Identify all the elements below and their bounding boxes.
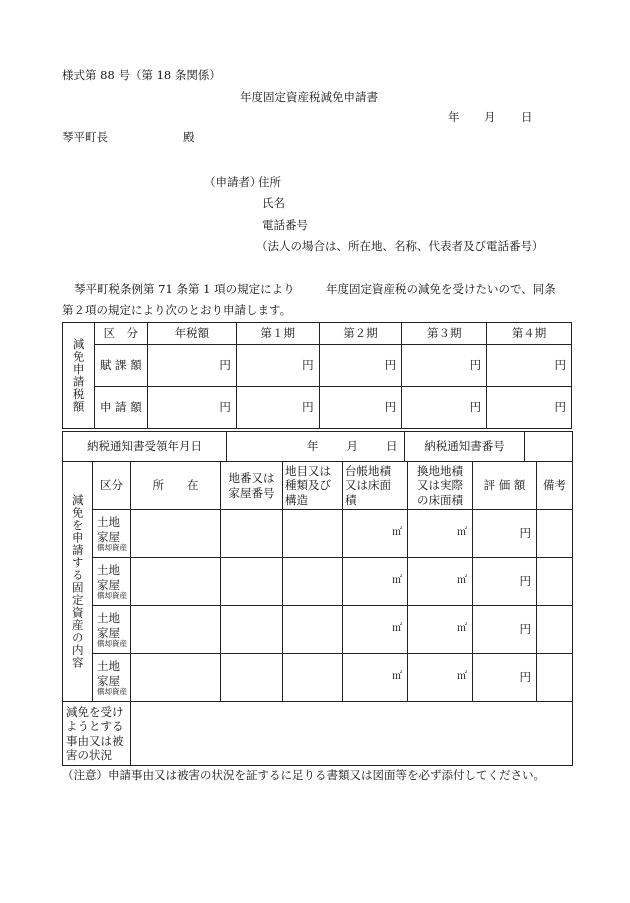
property-value-cell[interactable]: 円 xyxy=(473,606,537,654)
property-category-cell: 土地 家屋 償却資産 xyxy=(93,606,131,654)
notice-received-date-cell[interactable] xyxy=(227,432,405,462)
assessed-p1-cell[interactable]: 円 xyxy=(236,345,319,387)
property-ledger-area-cell[interactable]: ㎡ xyxy=(343,606,408,654)
assessed-p2-cell[interactable]: 円 xyxy=(319,345,402,387)
tax-amount-side-label: 減免申請税額 xyxy=(63,323,95,429)
body-text-line2: 第２項の規定により次のとおり申請します。 xyxy=(62,303,292,317)
form-title: 年度固定資産税減免申請書 xyxy=(240,90,378,104)
row-applied xyxy=(63,387,572,429)
property-type-cell[interactable] xyxy=(283,558,343,606)
property-ledger-area-cell[interactable]: ㎡ xyxy=(343,654,408,702)
notice-month-label: 月 xyxy=(346,439,358,454)
assessed-p4-cell[interactable]: 円 xyxy=(487,345,572,387)
row-applied-label: 申 請 額 xyxy=(94,387,147,429)
notice-year-label: 年 xyxy=(307,439,319,454)
col-annual-tax: 年税額 xyxy=(147,323,236,345)
property-location-cell[interactable] xyxy=(131,510,221,558)
property-value-cell[interactable]: 円 xyxy=(473,558,537,606)
applied-p1-cell[interactable]: 円 xyxy=(236,387,319,429)
applied-annual-cell[interactable]: 円 xyxy=(147,387,236,429)
col-period-3: 第３期 xyxy=(402,323,487,345)
date-year-label: 年 xyxy=(448,110,460,124)
property-category-cell: 土地 家屋 償却資産 xyxy=(93,510,131,558)
date-day-label: 日 xyxy=(521,110,533,124)
property-type-cell[interactable] xyxy=(283,510,343,558)
addressee: 琴平町長 xyxy=(62,130,108,144)
property-remarks-cell[interactable] xyxy=(537,654,573,702)
property-lot-cell[interactable] xyxy=(221,654,283,702)
notice-number-cell[interactable] xyxy=(525,432,573,462)
property-category-cell: 土地 家屋 償却資産 xyxy=(93,558,131,606)
applicant-phone-label: 電話番号 xyxy=(262,218,308,232)
applied-p2-cell[interactable]: 円 xyxy=(319,387,402,429)
applicant-corporate-note: （法人の場合は、所在地、名称、代表者及び電話番号） xyxy=(256,239,544,253)
col-lot-number: 地番又は 家屋番号 xyxy=(221,462,283,510)
col-period-1: 第１期 xyxy=(236,323,319,345)
col-assessed-value: 評 価 額 xyxy=(473,462,537,510)
property-remarks-cell[interactable] xyxy=(537,510,573,558)
col-period-2: 第２期 xyxy=(319,323,402,345)
body-text-line1-a: 琴平町税条例第 71 条第 1 項の規定により xyxy=(74,282,295,296)
date-month-label: 月 xyxy=(484,110,496,124)
notice-day-label: 日 xyxy=(386,439,398,454)
property-row xyxy=(63,654,573,702)
applicant-address-label: 住所 xyxy=(258,175,281,189)
tax-amount-table xyxy=(62,322,572,429)
property-location-cell[interactable] xyxy=(131,558,221,606)
property-row xyxy=(63,510,573,558)
property-actual-area-cell[interactable]: ㎡ xyxy=(408,654,473,702)
property-actual-area-cell[interactable]: ㎡ xyxy=(408,510,473,558)
applied-p3-cell[interactable]: 円 xyxy=(402,387,487,429)
property-actual-area-cell[interactable]: ㎡ xyxy=(408,606,473,654)
property-remarks-cell[interactable] xyxy=(537,558,573,606)
assessed-p3-cell[interactable]: 円 xyxy=(402,345,487,387)
row-assessed-label: 賦 課 額 xyxy=(94,345,147,387)
property-type-cell[interactable] xyxy=(283,654,343,702)
property-row xyxy=(63,606,573,654)
applicant-name-label: 氏名 xyxy=(262,196,285,210)
property-table xyxy=(62,461,573,766)
footer-note: （注意）申請事由又は被害の状況を証するに足りる書類又は図面等を必ず添付してください。 xyxy=(62,768,545,782)
property-location-cell[interactable] xyxy=(131,654,221,702)
property-side-label: 減免を申請する固定資産の内容 xyxy=(63,462,93,702)
property-value-cell[interactable]: 円 xyxy=(473,654,537,702)
row-assessed xyxy=(63,345,572,387)
property-remarks-cell[interactable] xyxy=(537,606,573,654)
notice-number-label: 納税通知書番号 xyxy=(405,432,525,462)
property-ledger-area-cell[interactable]: ㎡ xyxy=(343,558,408,606)
property-value-cell[interactable]: 円 xyxy=(473,510,537,558)
col-location: 所 在 xyxy=(131,462,221,510)
col-kubun: 区 分 xyxy=(94,323,147,345)
honorific: 殿 xyxy=(183,130,195,144)
form-number: 様式第 88 号（第 18 条関係） xyxy=(62,68,221,82)
property-lot-cell[interactable] xyxy=(221,558,283,606)
col-category: 区分 xyxy=(93,462,131,510)
property-type-cell[interactable] xyxy=(283,606,343,654)
col-remarks: 備考 xyxy=(537,462,573,510)
body-text-line1-b: 年度固定資産税の減免を受けたいので、同条 xyxy=(326,282,556,296)
property-ledger-area-cell[interactable]: ㎡ xyxy=(343,510,408,558)
property-lot-cell[interactable] xyxy=(221,510,283,558)
col-ledger-area: 台帳地積 又は床面 積 xyxy=(343,462,408,510)
notice-row-table xyxy=(62,431,573,462)
applied-p4-cell[interactable]: 円 xyxy=(487,387,572,429)
property-lot-cell[interactable] xyxy=(221,606,283,654)
col-land-type: 地目又は 種類及び 構造 xyxy=(283,462,343,510)
col-period-4: 第４期 xyxy=(487,323,572,345)
reason-input-cell[interactable] xyxy=(131,702,573,766)
property-actual-area-cell[interactable]: ㎡ xyxy=(408,558,473,606)
property-category-cell: 土地 家屋 償却資産 xyxy=(93,654,131,702)
reason-label: 減免を受け ようとする 事由又は被 害の状況 xyxy=(63,702,131,766)
reason-row xyxy=(63,702,573,766)
assessed-annual-cell[interactable]: 円 xyxy=(147,345,236,387)
col-actual-area: 換地地積 又は実際 の床面積 xyxy=(408,462,473,510)
property-location-cell[interactable] xyxy=(131,606,221,654)
property-row xyxy=(63,558,573,606)
notice-received-label: 納税通知書受領年月日 xyxy=(63,432,227,462)
applicant-label: （申請者） xyxy=(204,175,262,189)
